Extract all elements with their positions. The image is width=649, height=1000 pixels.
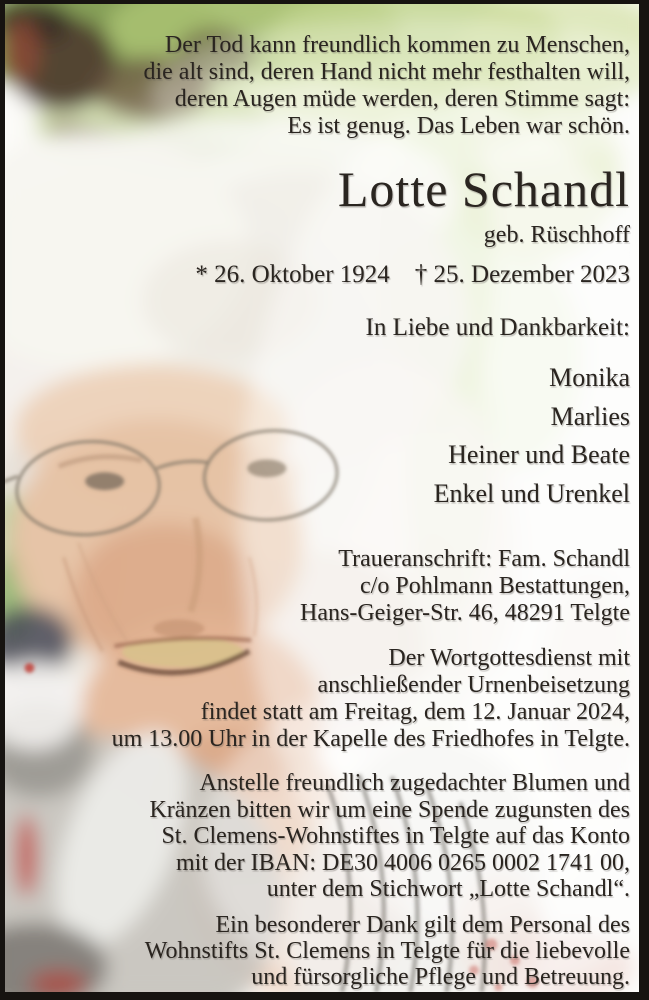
- donation-info: [5, 770, 630, 903]
- thanks-line: Ein besonderer Dank gilt dem Personal des: [215, 911, 630, 938]
- address-line: Hans-Geiger-Str. 46, 48291 Telgte: [300, 600, 630, 626]
- address-line: Traueranschrift: Fam. Schandl: [338, 546, 630, 572]
- address-line: c/o Pohlmann Bestattungen,: [360, 573, 630, 599]
- epitaph: [5, 32, 630, 140]
- service-info: [5, 645, 630, 753]
- thanks-line: Wohnstifts St. Clemens in Telgte für die liebevolle: [144, 937, 630, 964]
- thanks-line: und fürsorgliche Pflege und Betreuung.: [251, 963, 630, 990]
- donation-line: St. Clemens-Wohnstiftes in Telgte auf das Konto: [161, 823, 630, 849]
- donation-line: Kränzen bitten wir um eine Spende zugunsten des: [149, 796, 630, 823]
- donation-line: Anstelle freundlich zugedachter Blumen und: [199, 770, 630, 796]
- notice-text: [5, 4, 639, 992]
- mourner-name: Monika: [549, 363, 630, 392]
- life-dates: * 26. Oktober 1924 † 25. Dezember 2023: [195, 261, 630, 288]
- maiden-name: geb. Rüschhoff: [483, 222, 630, 248]
- mourners-list: [5, 359, 630, 513]
- mourner-name: Marlies: [550, 401, 630, 431]
- epitaph-line: Es ist genug. Das Leben war schön.: [287, 113, 630, 139]
- donation-line: unter dem Stichwort „Lotte Schandl“.: [266, 876, 630, 902]
- donation-line: mit der IBAN: DE30 4006 0265 0002 1741 00,: [176, 849, 630, 876]
- service-line: anschließender Urnenbeisetzung: [317, 672, 630, 698]
- deceased-name: Lotte Schandl: [337, 161, 630, 217]
- dedication: In Liebe und Dankbarkeit:: [365, 314, 630, 341]
- epitaph-line: deren Augen müde werden, deren Stimme sagt:: [174, 86, 630, 112]
- mourner-name: Enkel und Urenkel: [433, 478, 630, 508]
- service-line: findet statt am Freitag, dem 12. Januar 2024,: [200, 699, 630, 725]
- epitaph-line: Der Tod kann freundlich kommen zu Menschen,: [164, 32, 630, 58]
- service-line: Der Wortgottesdienst mit: [388, 645, 630, 671]
- service-line: um 13.00 Uhr in der Kapelle des Friedhofes in Telgte.: [111, 726, 630, 752]
- mourner-name: Heiner und Beate: [448, 440, 630, 469]
- thanks-note: [5, 912, 630, 990]
- epitaph-line: die alt sind, deren Hand nicht mehr festhalten will,: [143, 59, 630, 85]
- mourning-address: [5, 546, 630, 627]
